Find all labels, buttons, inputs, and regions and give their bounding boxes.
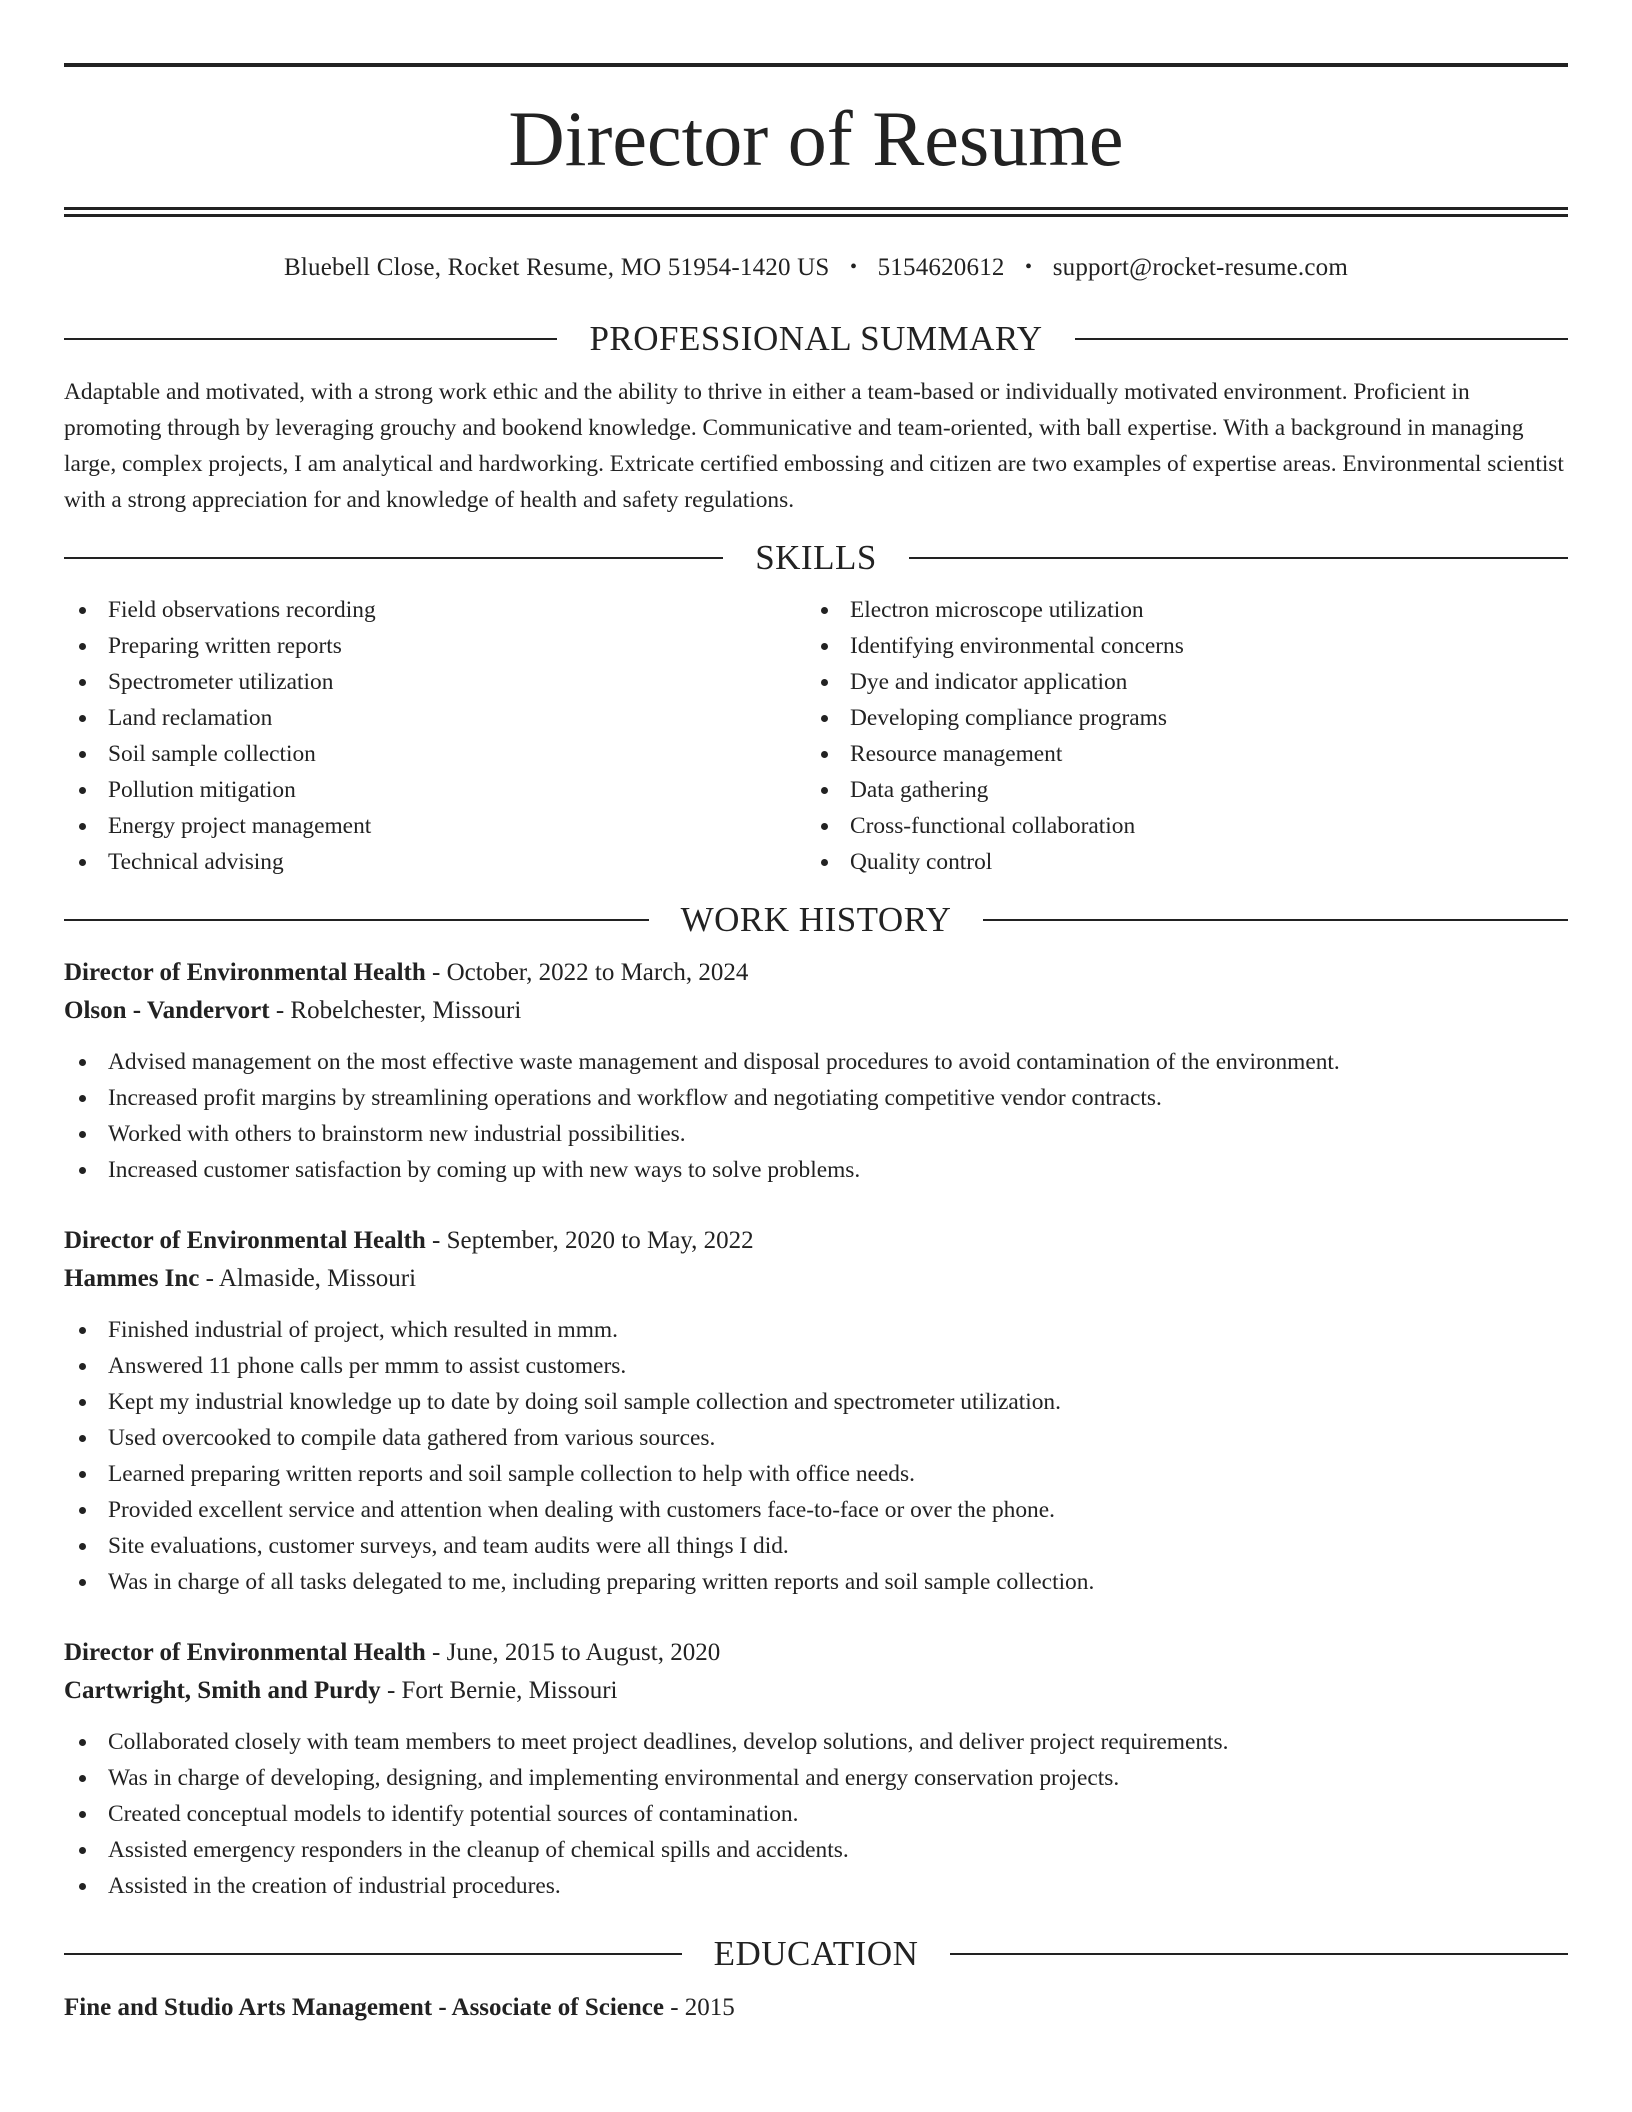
education-year: - 2015 [663,1994,735,2021]
contact-address: Bluebell Close, Rocket Resume, MO 51954-1420 US [284,254,830,281]
contact-line [64,252,1568,283]
job-bullet: Site evaluations, customer surveys, and team audits were all things I did. [64,1528,1568,1564]
job-bullet: Collaborated closely with team members to meet project deadlines, develop solutions, and deliver project requirements. [64,1724,1568,1760]
skill-item: Cross-functional collaboration [806,808,1548,844]
skill-item: Preparing written reports [64,628,806,664]
contact-separator: • [1025,256,1033,278]
job-bullet: Increased customer satisfaction by coming up with new ways to solve problems. [64,1152,1568,1188]
job-title-line [64,1634,1568,1672]
skill-item: Soil sample collection [64,736,806,772]
heading-rule [64,919,649,921]
job-company-line [64,992,1568,1030]
skill-item: Electron microscope utilization [806,592,1548,628]
skill-item: Identifying environmental concerns [806,628,1548,664]
summary-heading-title: PROFESSIONAL SUMMARY [589,319,1043,358]
job-dates: - September, 2020 to May, 2022 [425,1227,754,1254]
job-bullet: Answered 11 phone calls per mmm to assist customers. [64,1348,1568,1384]
contact-phone: 5154620612 [877,254,1005,281]
skill-item: Field observations recording [64,592,806,628]
job-bullet: Assisted emergency responders in the cleanup of chemical spills and accidents. [64,1832,1568,1868]
heading-rule [983,919,1568,921]
job-bullet: Was in charge of developing, designing, and implementing environmental and energy conservation projects. [64,1760,1568,1796]
job-dates: - October, 2022 to March, 2024 [425,959,749,986]
education-heading [64,1932,1568,1976]
job-location: - Almaside, Missouri [199,1265,417,1292]
job-title: Director of Environmental Health [64,1639,426,1666]
work-heading [64,898,1568,942]
skill-item: Data gathering [806,772,1548,808]
work-heading-title: WORK HISTORY [680,900,952,939]
education-degree: Fine and Studio Arts Management - Associate of Science [64,1994,664,2021]
skill-item: Technical advising [64,844,806,880]
job-bullet: Learned preparing written reports and soil sample collection to help with office needs. [64,1456,1568,1492]
heading-rule [64,557,723,559]
job-entry [64,1222,1568,1600]
job-dates: - June, 2015 to August, 2020 [425,1639,721,1666]
heading-rule [1075,338,1568,340]
job-title: Director of Environmental Health [64,1227,426,1254]
skills-column-left [64,592,806,880]
skill-item: Developing compliance programs [806,700,1548,736]
contact-separator: • [849,256,858,278]
job-company: Hammes Inc [64,1265,200,1292]
summary-text: Adaptable and motivated, with a strong work ethic and the ability to thrive in either a team-based or individually motivated environment. Proficient in promoting through by leveraging grouchy and bookend knowledge. Communicative and team-oriented, with ball expertise. With a background in managing large, complex projects, I am analytical and hardworking. Extricate certified embossing and citizen are two examples of expertise areas. Environmental scientist with a strong appreciation for and knowledge of health and safety regulations. [64,379,1564,513]
job-title-line [64,954,1568,992]
job-location: - Robelchester, Missouri [269,997,522,1024]
top-rule [64,63,1568,67]
job-bullet: Kept my industrial knowledge up to date by doing soil sample collection and spectrometer utilization. [64,1384,1568,1420]
skills-heading-title: SKILLS [755,538,877,577]
skills-column-right [806,592,1548,880]
skills-heading [64,536,1568,580]
resume-name: Director of Resume [508,95,1124,182]
job-company-line [64,1260,1568,1298]
job-entry [64,1634,1568,1904]
contact-email: support@rocket-resume.com [1052,254,1348,281]
job-bullet: Used overcooked to compile data gathered from various sources. [64,1420,1568,1456]
skill-item: Land reclamation [64,700,806,736]
skill-item: Pollution mitigation [64,772,806,808]
job-company: Olson - Vandervort [64,997,270,1024]
job-company-line [64,1672,1568,1710]
education-entry [64,1989,1568,2027]
skill-item: Spectrometer utilization [64,664,806,700]
job-bullet: Was in charge of all tasks delegated to me, including preparing written reports and soil sample collection. [64,1564,1568,1600]
job-location: - Fort Bernie, Missouri [380,1677,618,1704]
job-bullets [64,1044,1568,1188]
skill-item: Dye and indicator application [806,664,1548,700]
resume-page [64,0,1568,2027]
job-bullet: Assisted in the creation of industrial procedures. [64,1868,1568,1904]
job-bullet: Increased profit margins by streamlining operations and workflow and negotiating competitive vendor contracts. [64,1080,1568,1116]
job-company: Cartwright, Smith and Purdy [64,1677,381,1704]
heading-rule [64,1953,682,1955]
job-bullets [64,1724,1568,1904]
job-bullet: Worked with others to brainstorm new industrial possibilities. [64,1116,1568,1152]
job-bullet: Provided excellent service and attention when dealing with customers face-to-face or over the phone. [64,1492,1568,1528]
heading-rule [950,1953,1568,1955]
education-heading-title: EDUCATION [713,1934,919,1973]
heading-rule [64,338,557,340]
job-bullet: Finished industrial of project, which resulted in mmm. [64,1312,1568,1348]
heading-rule [909,557,1568,559]
summary-heading [64,317,1568,361]
skill-item: Quality control [806,844,1548,880]
job-title-line [64,1222,1568,1260]
skill-item: Resource management [806,736,1548,772]
skills-list [64,592,1568,880]
skill-item: Energy project management [64,808,806,844]
double-rule [64,207,1568,217]
job-entry [64,954,1568,1188]
job-title: Director of Environmental Health [64,959,426,986]
job-bullet: Advised management on the most effective waste management and disposal procedures to avoid contamination of the environment. [64,1044,1568,1080]
job-bullets [64,1312,1568,1600]
job-bullet: Created conceptual models to identify potential sources of contamination. [64,1796,1568,1832]
